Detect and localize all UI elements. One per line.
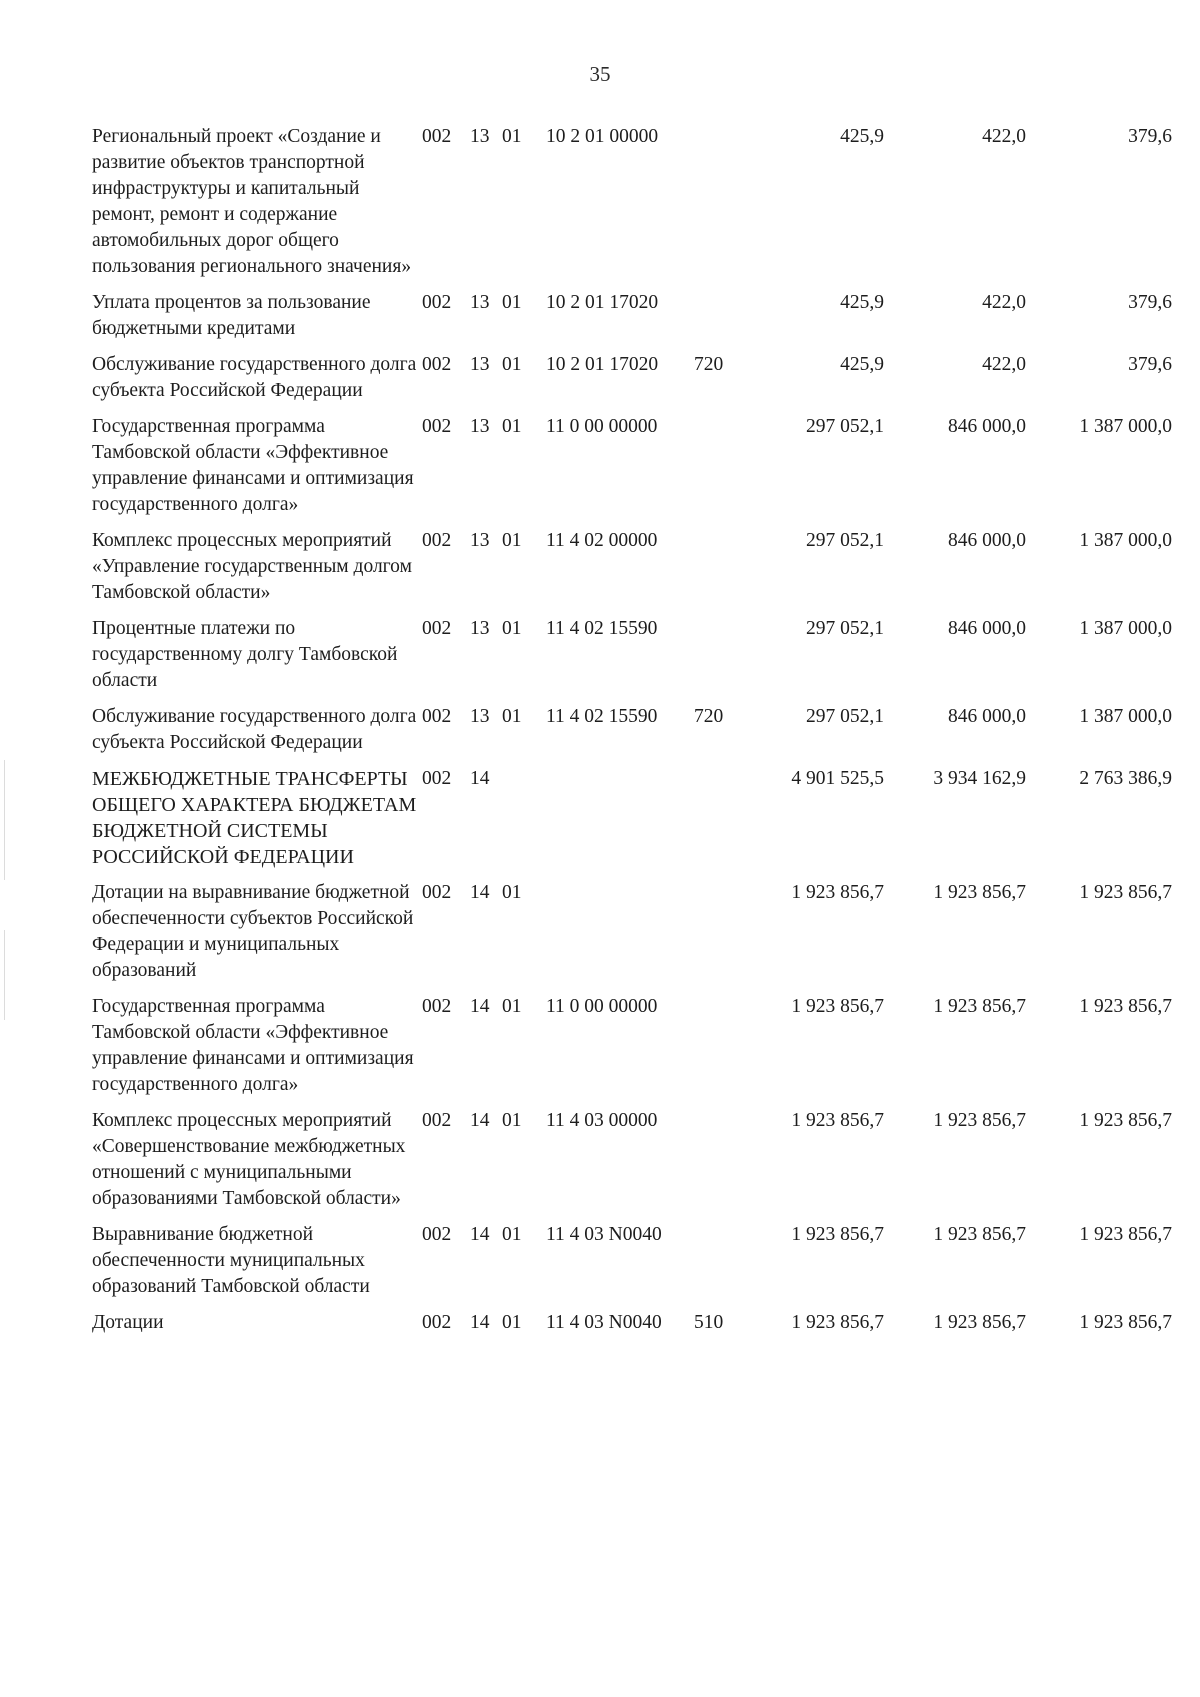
row-amount-year1: 425,9 (840, 354, 884, 375)
row-pr-code: 01 (502, 706, 522, 727)
row-amount-year1: 425,9 (840, 126, 884, 147)
row-rz-code: 14 (470, 996, 490, 1017)
row-amount-year1: 1 923 856,7 (791, 1110, 884, 1131)
row-amount-year1: 4 901 525,5 (791, 768, 884, 789)
row-csr-code: 11 4 02 15590 (546, 706, 658, 727)
row-rz-code: 14 (470, 1312, 490, 1333)
row-vr-code (694, 766, 748, 880)
row-pr-code: 01 (502, 618, 522, 639)
row-amount-year3: 1 387 000,0 (1079, 706, 1172, 727)
row-name: Комплекс процессных мероприятий «Совершенствование межбюджетных отношений с муниципальными образованиями Тамбовской области» (92, 1110, 406, 1209)
row-name: Процентные платежи по государственному долгу Тамбовской области (92, 618, 398, 691)
row-vr-code (694, 1108, 748, 1222)
row-amount-year1: 297 052,1 (806, 618, 884, 639)
row-pr-code: 01 (502, 1110, 522, 1131)
row-vr-code (694, 290, 748, 352)
row-amount-year1: 1 923 856,7 (791, 1224, 884, 1245)
row-amount-year3: 1 923 856,7 (1079, 996, 1172, 1017)
row-gr-code: 002 (422, 882, 452, 903)
row-amount-year1: 297 052,1 (806, 530, 884, 551)
row-amount-year1: 425,9 (840, 292, 884, 313)
row-csr-code: 11 4 02 00000 (546, 530, 658, 551)
row-amount-year1: 1 923 856,7 (791, 996, 884, 1017)
table-row (92, 124, 1172, 290)
row-pr-code: 01 (502, 530, 522, 551)
row-gr-code: 002 (422, 996, 452, 1017)
table-row (92, 1222, 1172, 1310)
table-row (92, 994, 1172, 1108)
row-gr-code: 002 (422, 530, 452, 551)
row-amount-year3: 379,6 (1128, 354, 1172, 375)
row-amount-year2: 1 923 856,7 (933, 996, 1026, 1017)
row-gr-code: 002 (422, 292, 452, 313)
row-vr-code: 720 (694, 354, 724, 375)
row-amount-year2: 846 000,0 (948, 706, 1026, 727)
row-csr-code (546, 880, 694, 994)
row-pr-code: 01 (502, 292, 522, 313)
row-vr-code (694, 880, 748, 994)
row-pr-code: 01 (502, 1312, 522, 1333)
row-amount-year1: 1 923 856,7 (791, 882, 884, 903)
row-name: Обслуживание государственного долга субъекта Российской Федерации (92, 354, 417, 401)
row-amount-year2: 1 923 856,7 (933, 1110, 1026, 1131)
scan-artifact (4, 930, 5, 1020)
row-pr-code: 01 (502, 416, 522, 437)
row-rz-code: 13 (470, 126, 490, 147)
row-gr-code: 002 (422, 126, 452, 147)
row-name: МЕЖБЮДЖЕТНЫЕ ТРАНСФЕРТЫ ОБЩЕГО ХАРАКТЕРА БЮДЖЕТАМ БЮДЖЕТНОЙ СИСТЕМЫ РОССИЙСКОЙ ФЕДЕРАЦИИ (92, 768, 417, 868)
row-amount-year3: 1 923 856,7 (1079, 882, 1172, 903)
row-rz-code: 14 (470, 768, 490, 789)
row-pr-code: 01 (502, 996, 522, 1017)
row-csr-code: 11 4 02 15590 (546, 618, 658, 639)
row-amount-year2: 422,0 (982, 292, 1026, 313)
row-vr-code (694, 616, 748, 704)
row-csr-code: 10 2 01 17020 (546, 292, 659, 313)
row-amount-year2: 846 000,0 (948, 618, 1026, 639)
table-row (92, 1108, 1172, 1222)
row-gr-code: 002 (422, 354, 452, 375)
row-pr-code (502, 766, 546, 880)
row-gr-code: 002 (422, 1224, 452, 1245)
row-amount-year3: 379,6 (1128, 126, 1172, 147)
row-rz-code: 14 (470, 1110, 490, 1131)
row-rz-code: 13 (470, 618, 490, 639)
row-name: Дотации (92, 1312, 164, 1333)
row-vr-code (694, 528, 748, 616)
row-amount-year2: 846 000,0 (948, 530, 1026, 551)
row-amount-year3: 1 923 856,7 (1079, 1312, 1172, 1333)
row-rz-code: 14 (470, 1224, 490, 1245)
row-amount-year3: 1 387 000,0 (1079, 618, 1172, 639)
budget-table (92, 124, 1172, 1346)
row-rz-code: 13 (470, 292, 490, 313)
row-csr-code: 11 4 03 N0040 (546, 1312, 662, 1333)
row-name: Региональный проект «Создание и развитие объектов транспортной инфраструктуры и капитальный ремонт, ремонт и содержание автомобильных дорог общего пользования регионального значения» (92, 126, 412, 277)
table-row (92, 414, 1172, 528)
row-name: Государственная программа Тамбовской области «Эффективное управление финансами и оптимизация государственного долга» (92, 996, 414, 1095)
row-vr-code: 720 (694, 706, 724, 727)
row-amount-year1: 297 052,1 (806, 706, 884, 727)
row-amount-year3: 379,6 (1128, 292, 1172, 313)
row-gr-code: 002 (422, 416, 452, 437)
row-amount-year2: 1 923 856,7 (933, 1224, 1026, 1245)
row-name: Обслуживание государственного долга субъекта Российской Федерации (92, 706, 417, 753)
table-row (92, 528, 1172, 616)
row-rz-code: 13 (470, 530, 490, 551)
row-gr-code: 002 (422, 1312, 452, 1333)
row-csr-code: 11 0 00 00000 (546, 416, 658, 437)
row-amount-year2: 846 000,0 (948, 416, 1026, 437)
row-name: Выравнивание бюджетной обеспеченности муниципальных образований Тамбовской области (92, 1224, 370, 1297)
row-amount-year3: 1 387 000,0 (1079, 530, 1172, 551)
row-pr-code: 01 (502, 882, 522, 903)
row-pr-code: 01 (502, 354, 522, 375)
row-amount-year3: 1 923 856,7 (1079, 1110, 1172, 1131)
row-pr-code: 01 (502, 126, 522, 147)
row-pr-code: 01 (502, 1224, 522, 1245)
row-name: Комплекс процессных мероприятий «Управление государственным долгом Тамбовской области» (92, 530, 412, 603)
row-vr-code (694, 994, 748, 1108)
table-row (92, 1310, 1172, 1346)
row-amount-year2: 3 934 162,9 (933, 768, 1026, 789)
row-csr-code: 11 4 03 N0040 (546, 1224, 662, 1245)
row-vr-code (694, 414, 748, 528)
row-csr-code: 10 2 01 00000 (546, 126, 659, 147)
row-gr-code: 002 (422, 1110, 452, 1131)
row-rz-code: 13 (470, 354, 490, 375)
row-name: Государственная программа Тамбовской области «Эффективное управление финансами и оптимизация государственного долга» (92, 416, 414, 515)
table-row (92, 352, 1172, 414)
row-vr-code (694, 124, 748, 290)
row-rz-code: 14 (470, 882, 490, 903)
row-name: Уплата процентов за пользование бюджетными кредитами (92, 292, 371, 339)
row-gr-code: 002 (422, 706, 452, 727)
page-number: 35 (589, 62, 611, 86)
row-vr-code: 510 (694, 1312, 724, 1333)
row-csr-code: 11 0 00 00000 (546, 996, 658, 1017)
row-amount-year2: 1 923 856,7 (933, 882, 1026, 903)
row-rz-code: 13 (470, 706, 490, 727)
row-vr-code (694, 1222, 748, 1310)
row-amount-year2: 1 923 856,7 (933, 1312, 1026, 1333)
table-row (92, 290, 1172, 352)
row-name: Дотации на выравнивание бюджетной обеспеченности субъектов Российской Федерации и муниципальных образований (92, 882, 414, 981)
row-csr-code: 10 2 01 17020 (546, 354, 659, 375)
row-amount-year2: 422,0 (982, 126, 1026, 147)
row-amount-year1: 1 923 856,7 (791, 1312, 884, 1333)
row-rz-code: 13 (470, 416, 490, 437)
row-gr-code: 002 (422, 768, 452, 789)
row-gr-code: 002 (422, 618, 452, 639)
table-row (92, 880, 1172, 994)
row-amount-year2: 422,0 (982, 354, 1026, 375)
table-row (92, 616, 1172, 704)
row-amount-year3: 2 763 386,9 (1079, 768, 1172, 789)
row-csr-code (546, 766, 694, 880)
table-row (92, 704, 1172, 766)
row-amount-year3: 1 923 856,7 (1079, 1224, 1172, 1245)
row-amount-year3: 1 387 000,0 (1079, 416, 1172, 437)
row-amount-year1: 297 052,1 (806, 416, 884, 437)
scan-artifact (4, 760, 5, 880)
row-csr-code: 11 4 03 00000 (546, 1110, 658, 1131)
table-row (92, 766, 1172, 880)
